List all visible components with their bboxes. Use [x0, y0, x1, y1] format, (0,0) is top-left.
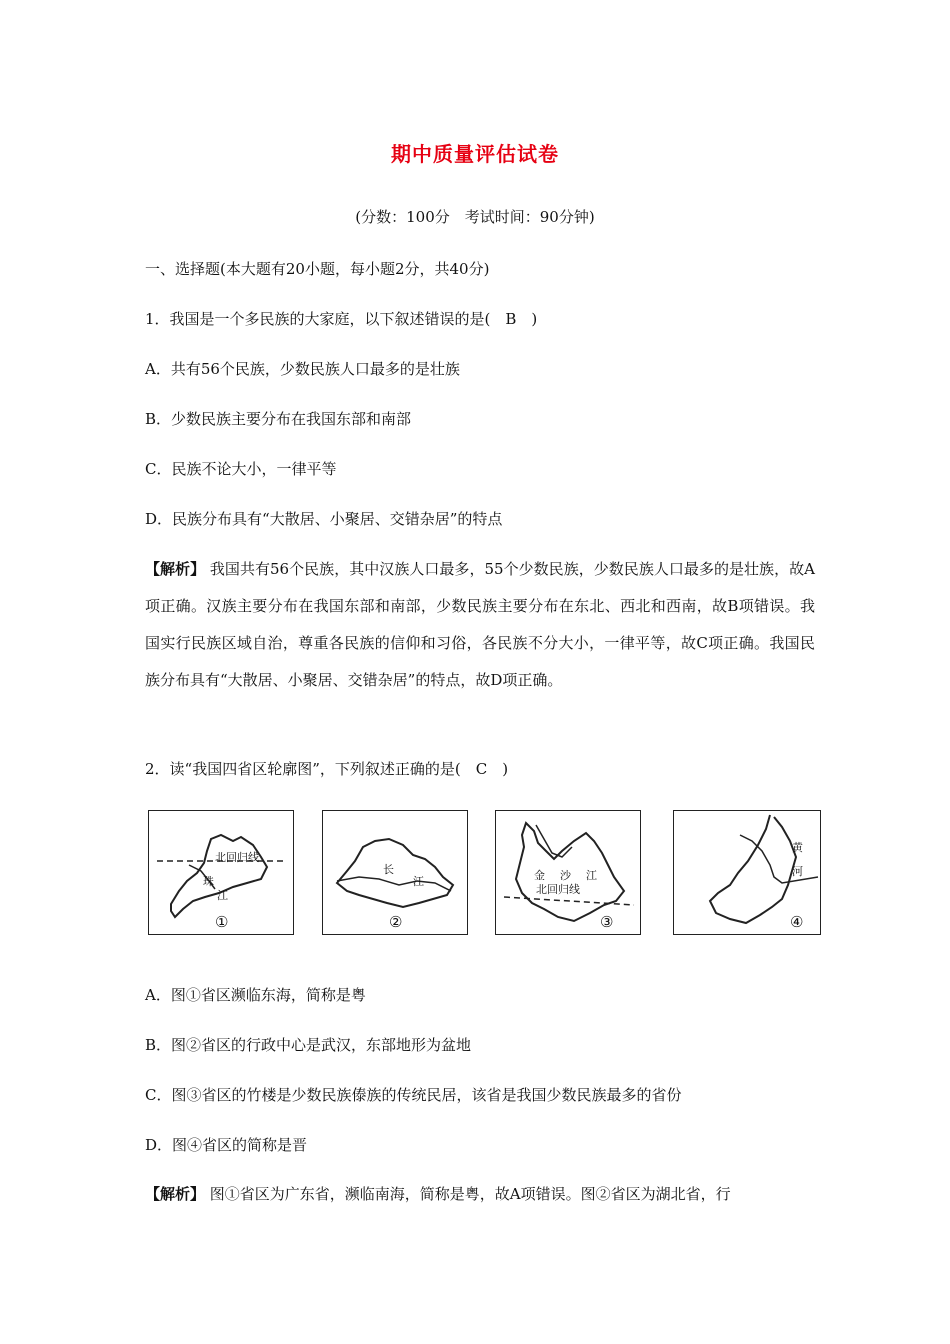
map-shanxi — [673, 810, 821, 935]
question-1-analysis — [145, 551, 815, 699]
question-2-option-c: C．图③省区的竹楼是少数民族傣族的传统民居，该省是我国少数民族最多的省份 — [145, 1086, 682, 1104]
question-2-option-b: B．图②省区的行政中心是武汉，东部地形为盆地 — [145, 1036, 472, 1054]
river-label-jin: 金 — [534, 869, 545, 882]
tropic-label: 北回归线 — [536, 883, 580, 896]
question-2-analysis — [145, 1176, 815, 1213]
river-label-zhu: 珠 — [203, 875, 214, 888]
map-hubei — [322, 810, 468, 935]
question-1-option-b: B．少数民族主要分布在我国东部和南部 — [145, 410, 412, 428]
question-1-stem: 1．我国是一个多民族的大家庭，以下叙述错误的是( B ) — [145, 310, 538, 328]
river-label-jiang: 江 — [586, 869, 597, 882]
river-label-he: 河 — [792, 865, 803, 878]
river-label-chang: 长 — [383, 863, 394, 876]
question-1-option-c: C．民族不论大小，一律平等 — [145, 460, 337, 478]
question-1-option-a: A．共有56个民族，少数民族人口最多的是壮族 — [145, 360, 460, 378]
tropic-label: 北回归线 — [215, 851, 259, 864]
question-2-stem: 2．读“我国四省区轮廓图”，下列叙述正确的是( C ) — [145, 760, 509, 778]
analysis-text: 图①省区为广东省，濒临南海，简称是粤，故A项错误。图②省区为湖北省，行 — [209, 1185, 731, 1203]
river-label-jiang: 江 — [413, 875, 424, 888]
river-label-jiang: 江 — [217, 889, 228, 902]
map-number: ② — [389, 913, 403, 931]
section-heading: 一、选择题(本大题有20小题，每小题2分，共40分) — [145, 260, 490, 278]
map-yunnan — [495, 810, 641, 935]
map-guangdong — [148, 810, 294, 935]
question-1-option-d: D．民族分布具有“大散居、小聚居、交错杂居”的特点 — [145, 510, 503, 528]
analysis-tag: 【解析】 — [145, 560, 206, 578]
question-2-option-d: D．图④省区的简称是晋 — [145, 1136, 308, 1154]
question-2-option-a: A．图①省区濒临东海，简称是粤 — [145, 986, 366, 1004]
analysis-tag: 【解析】 — [145, 1185, 206, 1203]
river-label-huang: 黄 — [792, 841, 803, 854]
river-label-sha: 沙 — [560, 869, 571, 882]
exam-info: (分数：100分 考试时间：90分钟) — [355, 208, 595, 226]
map-number: ③ — [600, 913, 614, 931]
province-outline-maps — [0, 810, 950, 938]
analysis-text: 我国共有56个民族，其中汉族人口最多，55个少数民族，少数民族人口最多的是壮族，故A项正确。汉族主要分布在我国东部和南部，少数民族主要分布在东北、西北和西南，故B项错误。我国实行民族区域自治，尊重各民族的信仰和习俗，各民族不分大小，一律平等，故C项正确。我国民族分布具有“大散居、小聚居、交错杂居”的特点，故D项正确。 — [145, 560, 815, 689]
map-number: ④ — [790, 913, 804, 931]
map-number: ① — [215, 913, 229, 931]
page-title: 期中质量评估试卷 — [391, 142, 559, 166]
